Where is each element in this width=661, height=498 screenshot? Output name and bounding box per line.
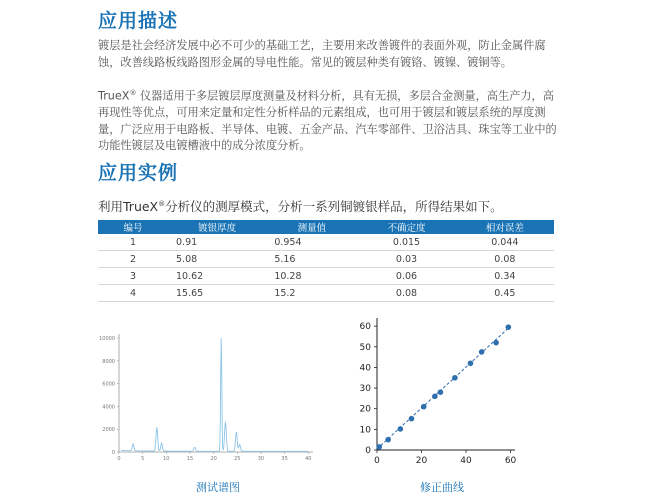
- y-tick-label: 40: [359, 363, 371, 374]
- x-tick-label: 40: [460, 456, 472, 466]
- intro-prefix: 利用TrueX: [98, 199, 159, 214]
- description-paragraph-2-text: 仪器适用于多层镀层厚度测量及材料分析，具有无损，多层合金测量，高生产力，高再现性等优点，可用来定量和定性分析样品的元素组成，也可用于镀层和镀层系统的厚度测量，广泛应用于电路板、半导体、电镀、五金产品、汽车零部件、卫浴洁具、珠宝等工业中的功能性镀层及电镀槽液中的成分浓度分析。: [98, 89, 557, 153]
- section-description-title: 应用描述: [98, 10, 179, 32]
- cell-id: 4: [98, 285, 168, 302]
- example-intro: [98, 197, 503, 215]
- cell-id: 1: [98, 234, 168, 251]
- y-tick-label: 60: [359, 322, 371, 333]
- intro-registered-mark: ®: [158, 199, 166, 208]
- x-tick-label: 30: [257, 456, 265, 462]
- fit-line: [377, 326, 511, 449]
- cell-uncertainty: 0.06: [357, 268, 455, 285]
- x-tick-label: 25: [234, 456, 241, 462]
- table-row: [98, 285, 554, 302]
- cell-uncertainty: 0.03: [357, 251, 455, 268]
- data-point: [468, 360, 474, 366]
- cell-uncertainty: 0.015: [357, 234, 455, 251]
- x-tick-label: 0: [117, 456, 121, 462]
- x-tick-label: 0: [374, 456, 380, 466]
- section-example-title: 应用实例: [98, 162, 179, 184]
- spectrum-caption: 测试谱图: [196, 481, 240, 494]
- y-tick-label: 6000: [102, 381, 115, 388]
- y-tick-label: 10: [359, 425, 371, 436]
- header-id: 编号: [98, 220, 168, 234]
- header-relative-error: 相对误差: [456, 220, 554, 234]
- cell-uncertainty: 0.08: [357, 285, 455, 302]
- cell-measured-value: 0.954: [266, 234, 357, 251]
- cell-id: 3: [98, 268, 168, 285]
- cell-measured-value: 10.28: [266, 268, 357, 285]
- table-header-row: [98, 220, 554, 234]
- results-table: [98, 220, 554, 302]
- cell-silver-thickness: 0.91: [168, 234, 266, 251]
- data-point: [398, 426, 404, 432]
- data-point: [376, 444, 382, 450]
- x-tick-label: 5: [141, 456, 145, 462]
- y-tick-label: 8000: [102, 358, 115, 365]
- header-measured-value: 测量值: [266, 220, 357, 234]
- data-point: [409, 416, 415, 422]
- x-tick-label: 10: [163, 456, 170, 462]
- description-paragraph-1: 镀层是社会经济发展中必不可少的基础工艺，主要用来改善镀件的表面外观，防止金属件腐蚀，改善线路板线路图形金属的导电性能。常见的镀层种类有镀铬、镀镍、镀铜等。: [98, 39, 546, 69]
- table-row: [98, 234, 554, 251]
- y-tick-label: 50: [359, 342, 371, 353]
- cell-silver-thickness: 15.65: [168, 285, 266, 302]
- data-point: [452, 375, 458, 381]
- spectrum-chart: [85, 320, 325, 470]
- y-tick-label: 0: [111, 450, 115, 456]
- data-point: [493, 340, 499, 346]
- data-point: [479, 349, 485, 355]
- x-tick-label: 60: [504, 456, 517, 466]
- x-tick-label: 15: [186, 456, 194, 462]
- registered-mark: ®: [129, 89, 137, 97]
- calibration-chart: [345, 310, 525, 475]
- cell-measured-value: 5.16: [266, 251, 357, 268]
- calibration-caption: 修正曲线: [420, 481, 464, 494]
- data-point: [385, 437, 391, 443]
- y-tick-label: 30: [359, 384, 371, 395]
- spectrum-line: [121, 338, 307, 451]
- description-paragraph-2: [98, 85, 560, 155]
- y-tick-label: 2000: [102, 427, 115, 434]
- x-tick-label: 20: [415, 456, 428, 466]
- x-tick-label: 20: [210, 456, 217, 462]
- cell-measured-value: 15.2: [266, 285, 357, 302]
- data-point: [438, 389, 444, 395]
- header-silver-thickness: 镀银厚度: [168, 220, 266, 234]
- header-uncertainty: 不确定度: [357, 220, 455, 234]
- cell-id: 2: [98, 251, 168, 268]
- cell-relative-error: 0.08: [456, 251, 554, 268]
- data-point: [432, 394, 438, 400]
- y-tick-label: 4000: [102, 404, 115, 411]
- x-tick-label: 35: [281, 456, 288, 462]
- data-point: [506, 324, 512, 330]
- cell-relative-error: 0.45: [456, 285, 554, 302]
- cell-silver-thickness: 5.08: [168, 251, 266, 268]
- data-point: [421, 404, 427, 410]
- table-row: [98, 268, 554, 285]
- x-tick-label: 40: [305, 456, 312, 462]
- table-row: [98, 251, 554, 268]
- y-tick-label: 20: [359, 404, 371, 415]
- y-tick-label: 0: [365, 446, 371, 456]
- brand-name: TrueX: [98, 89, 130, 103]
- y-tick-label: 10000: [99, 336, 115, 342]
- intro-suffix: 分析仪的测厚模式，分析一系列铜镀银样品，所得结果如下。: [165, 199, 503, 214]
- cell-silver-thickness: 10.62: [168, 268, 266, 285]
- cell-relative-error: 0.044: [456, 234, 554, 251]
- cell-relative-error: 0.34: [456, 268, 554, 285]
